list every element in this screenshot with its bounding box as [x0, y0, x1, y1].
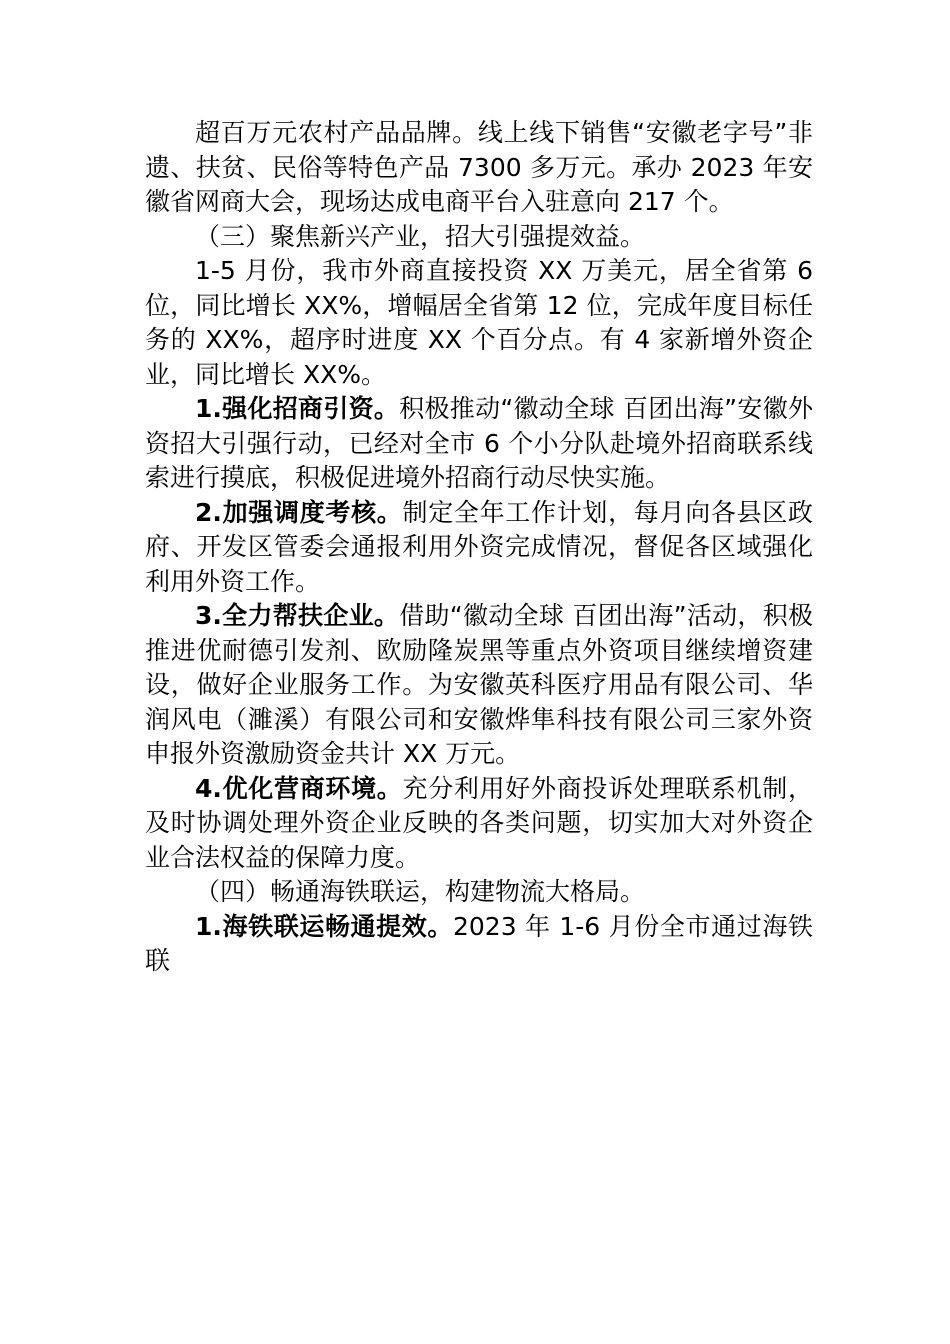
item-sea-rail-transport	[145, 910, 813, 979]
item-scheduling-assessment	[145, 496, 813, 600]
item-lead: 3.全力帮扶企业。	[195, 601, 400, 630]
section-heading-text: （四）畅通海铁联运，构建物流大格局。	[195, 877, 646, 906]
item-lead: 2.加强调度考核。	[195, 497, 403, 527]
section-heading-four	[145, 875, 813, 910]
item-text: 制定全年工作计划，每月向各县区政府、开发区管委会通报利用外资完成情况，督促各区域强化利用外资工作。	[145, 497, 813, 596]
item-lead: 4.优化营商环境。	[195, 773, 403, 803]
item-text: 充分利用好外商投诉处理联系机制，及时协调处理外资企业反映的各类问题，切实加大对外资企业合法权益的保障力度。	[145, 773, 813, 872]
paragraph-foreign-investment	[145, 254, 813, 392]
document-page	[145, 116, 813, 979]
item-strengthen-investment	[145, 392, 813, 496]
paragraph-text: 1-5 月份，我市外商直接投资 XX 万美元，居全省第 6 位，同比增长 XX%，增幅居全省第 12 位，完成年度目标任务的 XX%，超序时进度 XX 个百分点。有 4 家新增外资企业，同比增长 XX%。	[145, 256, 813, 389]
item-lead: 1.海铁联运畅通提效。	[195, 911, 453, 941]
item-lead: 1.强化招商引资。	[195, 394, 400, 423]
paragraph-text: 超百万元农村产品品牌。线上线下销售“安徽老字号”非遗、扶贫、民俗等特色产品 7300 多万元。承办 2023 年安徽省网商大会，现场达成电商平台入驻意向 217 个。	[145, 118, 813, 216]
paragraph-rural-products	[145, 116, 813, 220]
item-business-environment	[145, 772, 813, 876]
item-text: 积极推动“徽动全球 百团出海”安徽外资招大引强行动，已经对全市 6 个小分队赴境外招商联系线索进行摸底，积极促进境外招商行动尽快实施。	[145, 394, 813, 492]
section-heading-three	[145, 220, 813, 255]
item-text: 借助“徽动全球 百团出海”活动，积极推进优耐德引发剂、欧励隆炭黑等重点外资项目继续增资建设，做好企业服务工作。为安徽英科医疗用品有限公司、华润风电（濉溪）有限公司和安徽烨隼科技有限公司三家外资申报外资激励资金共计 XX 万元。	[145, 601, 813, 768]
item-support-enterprises	[145, 599, 813, 772]
item-text: 2023 年 1-6 月份全市通过海铁联	[145, 911, 813, 975]
section-heading-text: （三）聚焦新兴产业，招大引强提效益。	[195, 221, 646, 251]
